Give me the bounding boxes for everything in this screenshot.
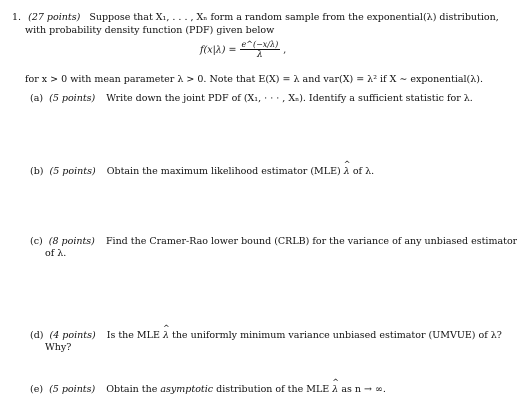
lambda-hat-symbol: ^ λ <box>344 166 350 178</box>
lambda-hat-symbol: ^ λ <box>332 384 338 396</box>
problem-number: 1. <box>12 12 22 23</box>
part-d-text-line2: Why? <box>45 342 72 353</box>
problem-conditions: for x > 0 with mean parameter λ > 0. Note that E(X) = λ and var(X) = λ² if X ∼ exponential(λ). <box>25 74 484 85</box>
part-a-points: (5 points) <box>49 93 96 104</box>
formula-lhs: f(x|λ) = <box>200 44 237 56</box>
part-b-text-before: Obtain the maximum likelihood estimator (MLE) <box>106 166 341 177</box>
part-c <box>30 236 517 248</box>
part-d-text-after: the uniformly minimum variance unbiased estimator (UMVUE) of λ? <box>172 330 502 341</box>
part-c-text: Find the Cramer-Rao lower bound (CRLB) for the variance of any unbiased estimator <box>105 236 517 247</box>
part-c-points: (8 points) <box>48 236 95 247</box>
part-e-label: (e) <box>30 384 44 395</box>
part-e <box>30 384 386 396</box>
part-e-text-mid: distribution of the MLE <box>216 384 330 395</box>
part-b-text-after: of λ. <box>352 166 375 177</box>
problem-points: (27 points) <box>28 12 81 23</box>
pdf-formula <box>200 40 286 61</box>
part-d-text-before: Is the MLE <box>106 330 160 341</box>
part-a-text: Write down the joint PDF of (X₁, · · · , Xₙ). Identify a sufficient statistic for λ. <box>106 93 473 104</box>
problem-header <box>12 12 499 24</box>
problem-intro-line2: with probability density function (PDF) given below <box>25 25 275 36</box>
formula-denominator: λ <box>240 49 281 61</box>
formula-numerator: e^(−x/λ) <box>241 40 279 49</box>
part-b <box>30 166 374 178</box>
part-d-label: (d) <box>30 330 44 341</box>
part-e-points: (5 points) <box>49 384 96 395</box>
part-a <box>30 93 473 105</box>
part-b-label: (b) <box>30 166 44 177</box>
part-c-text-line2: of λ. <box>45 248 67 259</box>
part-a-label: (a) <box>30 93 44 104</box>
part-e-text-before: Obtain the <box>106 384 158 395</box>
part-c-label: (c) <box>30 236 43 247</box>
formula-fraction <box>240 40 281 61</box>
formula-trailing: , <box>283 44 287 56</box>
problem-intro-line1: Suppose that X₁, . . . , Xₙ form a random sample from the exponential(λ) distribution, <box>89 12 499 23</box>
part-e-text-after: as n → ∞. <box>341 384 386 395</box>
part-b-points: (5 points) <box>49 166 96 177</box>
lambda-hat-symbol: ^ λ <box>163 330 169 342</box>
part-e-emphasis: asymptotic <box>160 384 214 395</box>
part-d-points: (4 points) <box>49 330 96 341</box>
part-d <box>30 330 502 342</box>
